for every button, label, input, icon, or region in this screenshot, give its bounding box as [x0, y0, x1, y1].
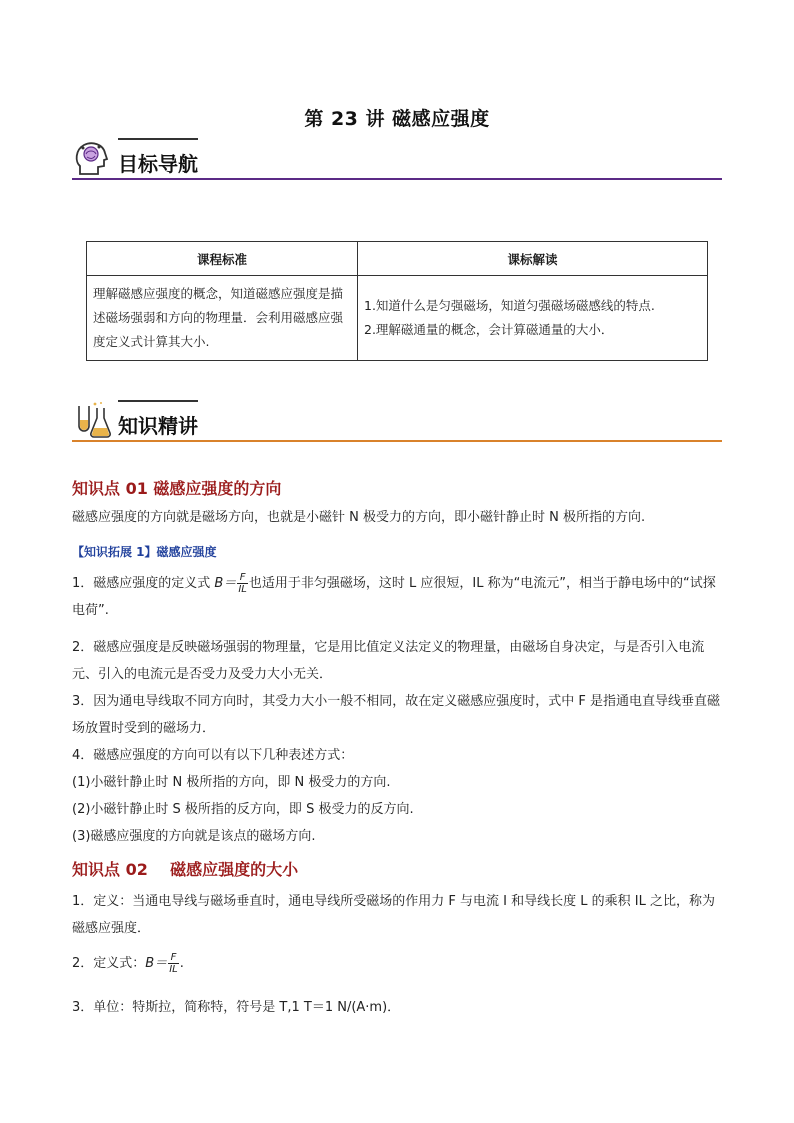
fraction-denominator: IL — [238, 584, 247, 595]
formula-fraction — [237, 572, 248, 595]
paragraph: 1．定义：当通电导线与磁场垂直时，通电导线所受磁场的作用力 F 与电流 I 和导线长度 L 的乘积 IL 之比，称为磁感应强度． — [72, 894, 715, 936]
section-rule — [72, 440, 722, 442]
paragraph-formula — [72, 950, 724, 977]
section-label: 目标导航 — [118, 152, 198, 176]
text-span: 1．磁感应强度的定义式 — [72, 576, 215, 591]
paragraph: 磁感应强度的方向就是磁场方向，也就是小磁针 N 极受力的方向，即小磁针静止时 N 极所指的方向. — [72, 510, 646, 525]
fraction-denominator: IL — [169, 964, 178, 975]
paragraph: 4．磁感应强度的方向可以有以下几种表述方式： — [72, 748, 354, 763]
table-row — [87, 276, 708, 361]
table-header-row — [87, 242, 708, 276]
paragraph: 2．磁感应强度是反映磁场强弱的物理量，它是用比值定义法定义的物理量，由磁场自身决定，与是否引入电流元、引入的电流元是否受力及受力大小无关． — [72, 640, 705, 682]
interpretation-item: 2.理解磁通量的概念，会计算磁通量的大小． — [364, 322, 614, 337]
section-overline — [118, 400, 198, 402]
table-cell-interpretation — [358, 276, 708, 361]
knowledge-point-title: 知识点 01 磁感应强度的方向 — [72, 479, 282, 498]
formula-lhs: B＝ — [145, 956, 168, 971]
table-header-cell: 课标解读 — [358, 242, 708, 276]
brain-head-icon — [72, 138, 112, 178]
extension-title: 【知识拓展 1】磁感应强度 — [72, 545, 217, 559]
paragraph: 3．因为通电导线取不同方向时，其受力大小一般不相同，故在定义磁感应强度时，式中 F 是指通电直导线垂直磁场放置时受到的磁场力． — [72, 694, 721, 736]
curriculum-table — [86, 241, 708, 361]
table-header-cell: 课程标准 — [87, 242, 358, 276]
text-span: 2．定义式： — [72, 956, 146, 971]
paragraph: (1)小磁针静止时 N 极所指的方向，即 N 极受力的方向. — [72, 775, 391, 790]
paragraph: 3．单位：特斯拉，简称特，符号是 T,1 T＝1 N/(A·m)． — [72, 1000, 401, 1015]
section-header-knowledge — [72, 400, 722, 442]
paragraph-definition — [72, 570, 724, 624]
interpretation-item: 1.知道什么是匀强磁场，知道匀强磁场磁感线的特点. — [364, 298, 655, 313]
text-span: . — [179, 956, 184, 971]
paragraph: (3)磁感应强度的方向就是该点的磁场方向. — [72, 829, 316, 844]
table-cell-standard: 理解磁感应强度的概念，知道磁感应强度是描述磁场强弱和方向的物理量．会利用磁感应强度定义式计算其大小. — [87, 276, 358, 361]
paragraph: (2)小磁针静止时 S 极所指的反方向，即 S 极受力的反方向. — [72, 802, 414, 817]
fraction-numerator: F — [168, 952, 179, 964]
section-header-target-nav — [72, 138, 722, 180]
section-rule — [72, 178, 722, 180]
formula-lhs: B＝ — [214, 576, 237, 591]
text-span: 也适用于非匀强磁场，这时 L 应很短，IL 称为“电流元”，相当于静电场中的“试探电荷”. — [72, 576, 716, 618]
section-label: 知识精讲 — [118, 414, 198, 438]
lab-flask-icon — [72, 400, 112, 440]
fraction-numerator: F — [237, 572, 248, 584]
section-overline — [118, 138, 198, 140]
knowledge-point-title: 知识点 02 磁感应强度的大小 — [72, 860, 299, 879]
formula-fraction — [168, 952, 179, 975]
page-title: 第 23 讲 磁感应强度 — [304, 108, 490, 130]
